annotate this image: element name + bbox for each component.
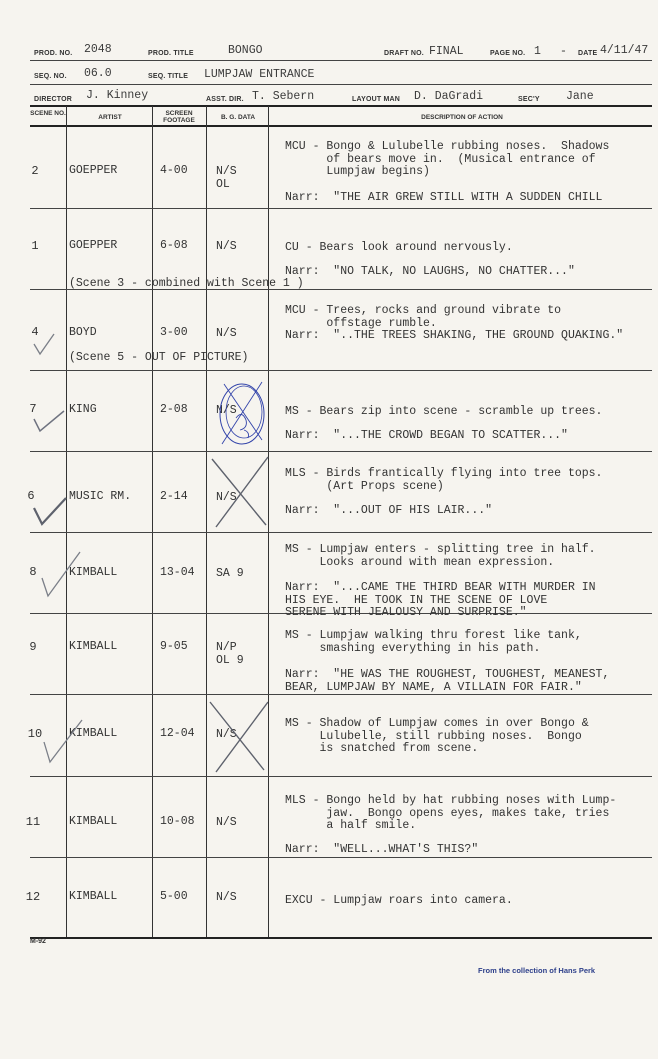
blue-ink-scribble-icon (210, 374, 270, 448)
row-artist: GOEPPER (69, 164, 118, 177)
row-scene-no: 10 (27, 727, 43, 741)
pencil-checkmark-icon (40, 718, 86, 768)
row-bg-data: N/S (216, 327, 237, 340)
row-rule (30, 694, 652, 695)
layout-man-label: LAYOUT MAN (352, 96, 401, 103)
asst-dir-label: ASST. DIR. (206, 96, 244, 103)
col-header-artist: ARTIST (98, 114, 122, 121)
row-footage: 5-00 (160, 890, 188, 903)
row-artist: KIMBALL (69, 566, 118, 579)
row-artist: MUSIC RM. (69, 490, 132, 503)
row-footage: 4-00 (160, 164, 188, 177)
row-narration: Narr: "HE WAS THE ROUGHEST, TOUGHEST, MEANEST, BEAR, LUMPJAW BY NAME, A VILLAIN FOR FAIR." (285, 668, 610, 694)
seq-title-value: LUMPJAW ENTRANCE (204, 68, 315, 81)
row-description: MS - Lumpjaw walking thru forest like tank, smashing everything in his path. (285, 629, 582, 655)
row-rule (30, 857, 652, 858)
pencil-cross-icon (208, 455, 270, 529)
row-scene-no: 11 (25, 815, 41, 829)
page-no-label: PAGE NO. (490, 50, 526, 57)
row-description: MS - Shadow of Lumpjaw comes in over Bongo & Lulubelle, still rubbing noses. Bongo is snatched from scene. (285, 717, 589, 755)
row-description: MS - Lumpjaw enters - splitting tree in half. Looks around with mean expression. (285, 543, 596, 569)
row-footage: 2-08 (160, 403, 188, 416)
row-narration: Narr: "...OUT OF HIS LAIR..." (285, 504, 493, 517)
date-label: DATE (578, 50, 598, 57)
row-bg-data: N/S OL (216, 165, 237, 191)
draft-no-label: DRAFT NO. (384, 50, 424, 57)
table-top-rule (30, 105, 652, 107)
row-description: EXCU - Lumpjaw roars into camera. (285, 894, 513, 907)
row-narration: Narr: "WELL...WHAT'S THIS?" (285, 843, 479, 856)
row-description: CU - Bears look around nervously. (285, 241, 513, 254)
row-narration: Narr: "NO TALK, NO LAUGHS, NO CHATTER..." (285, 265, 575, 278)
row-description: MCU - Trees, rocks and ground vibrate to offstage rumble. Narr: "..THE TREES SHAKING, THE GROUND QUAKING." (285, 304, 624, 342)
row-rule (30, 370, 652, 371)
row-footage: 13-04 (160, 566, 195, 579)
row-footage: 9-05 (160, 640, 188, 653)
row-footage: 12-04 (160, 727, 195, 740)
row-description: MS - Bears zip into scene - scramble up trees. (285, 405, 603, 418)
pencil-checkmark-icon (36, 548, 86, 602)
row-bg-data: N/S (216, 891, 237, 904)
row-bg-data: N/S (216, 240, 237, 253)
col-header-bg: B. G. DATA (220, 114, 256, 121)
row-artist: KIMBALL (69, 815, 118, 828)
row-scene-no: 2 (31, 164, 39, 178)
row-footage: 2-14 (160, 490, 188, 503)
row-footage: 3-00 (160, 326, 188, 339)
draft-no-value: FINAL (429, 45, 464, 58)
layout-man-value: D. DaGradi (414, 90, 484, 103)
header-rule-1 (30, 60, 652, 61)
row-artist: KIMBALL (69, 640, 118, 653)
prod-no-label: PROD. NO. (34, 50, 73, 57)
seq-no-label: SEQ. NO. (34, 73, 67, 80)
row-bg-data: N/S (216, 728, 237, 741)
page-dash: - (560, 45, 567, 58)
col-header-scene: SCENE NO. (30, 110, 66, 117)
prod-no-value: 2048 (84, 43, 112, 56)
form-code: M-92 (30, 938, 46, 945)
row-artist: KING (69, 403, 97, 416)
row-artist: KIMBALL (69, 890, 118, 903)
secy-value: Jane (566, 90, 594, 103)
row-narration: Narr: "...CAME THE THIRD BEAR WITH MURDER IN HIS EYE. HE TOOK IN THE SCENE OF LOVE SERENE WITH JEALOUSY AND SURPRISE." (285, 581, 596, 619)
row-bg-data: SA 9 (216, 567, 244, 580)
row-bg-data: N/S (216, 816, 237, 829)
secy-label: SEC'Y (518, 96, 540, 103)
row-note: (Scene 3 - combined with Scene 1 ) (69, 277, 304, 290)
col-divider-2 (152, 106, 153, 938)
pencil-checkmark-icon (30, 405, 70, 435)
seq-title-label: SEQ. TITLE (148, 73, 189, 80)
pencil-cross-icon (206, 698, 268, 774)
row-scene-no: 4 (31, 325, 39, 339)
row-description: MLS - Bongo held by hat rubbing noses with Lump- jaw. Bongo opens eyes, makes take, tries a half smile. (285, 794, 617, 832)
col-header-description: DESCRIPTION OF ACTION (421, 114, 503, 121)
row-scene-no: 6 (27, 489, 35, 503)
row-scene-no: 1 (31, 239, 39, 253)
director-label: DIRECTOR (34, 96, 73, 103)
row-artist: GOEPPER (69, 239, 118, 252)
row-description: MCU - Bongo & Lulubelle rubbing noses. Shadows of bears move in. (Musical entrance of Lumpjaw begins) (285, 140, 610, 178)
row-footage: 6-08 (160, 239, 188, 252)
row-scene-no: 8 (29, 565, 37, 579)
row-rule (30, 451, 652, 452)
row-note: (Scene 5 - OUT OF PICTURE) (69, 351, 249, 364)
col-divider-3 (206, 106, 207, 938)
row-rule (30, 776, 652, 777)
row-artist: KIMBALL (69, 727, 118, 740)
row-bg-data: N/S (216, 491, 237, 504)
asst-dir-value: T. Sebern (252, 90, 315, 103)
row-description: MLS - Birds frantically flying into tree tops. (Art Props scene) (285, 467, 603, 493)
page-no-value: 1 (534, 45, 541, 58)
row-scene-no: 7 (29, 402, 37, 416)
row-footage: 10-08 (160, 815, 195, 828)
col-header-footage: SCREEN FOOTAGE (163, 110, 195, 124)
pencil-checkmark-icon (30, 490, 70, 530)
row-bg-data: N/P OL 9 (216, 641, 244, 667)
row-rule (30, 532, 652, 533)
row-rule (30, 208, 652, 209)
prod-title-value: BONGO (228, 44, 263, 57)
collection-credit: From the collection of Hans Perk (478, 966, 596, 975)
prod-title-label: PROD. TITLE (148, 50, 194, 57)
row-narration: Narr: "...THE CROWD BEGAN TO SCATTER..." (285, 429, 568, 442)
director-value: J. Kinney (86, 89, 149, 102)
row-scene-no: 9 (29, 640, 37, 654)
seq-no-value: 06.0 (84, 67, 112, 80)
date-value: 4/11/47 (600, 44, 649, 57)
row-scene-no: 12 (25, 890, 41, 904)
column-header-rule (30, 125, 652, 127)
row-bg-data: N/S (216, 404, 237, 417)
row-narration: Narr: "THE AIR GREW STILL WITH A SUDDEN CHILL (285, 191, 603, 204)
pencil-checkmark-icon (30, 330, 60, 360)
table-bottom-rule (30, 937, 652, 939)
row-artist: BOYD (69, 326, 97, 339)
header-rule-2 (30, 84, 652, 85)
